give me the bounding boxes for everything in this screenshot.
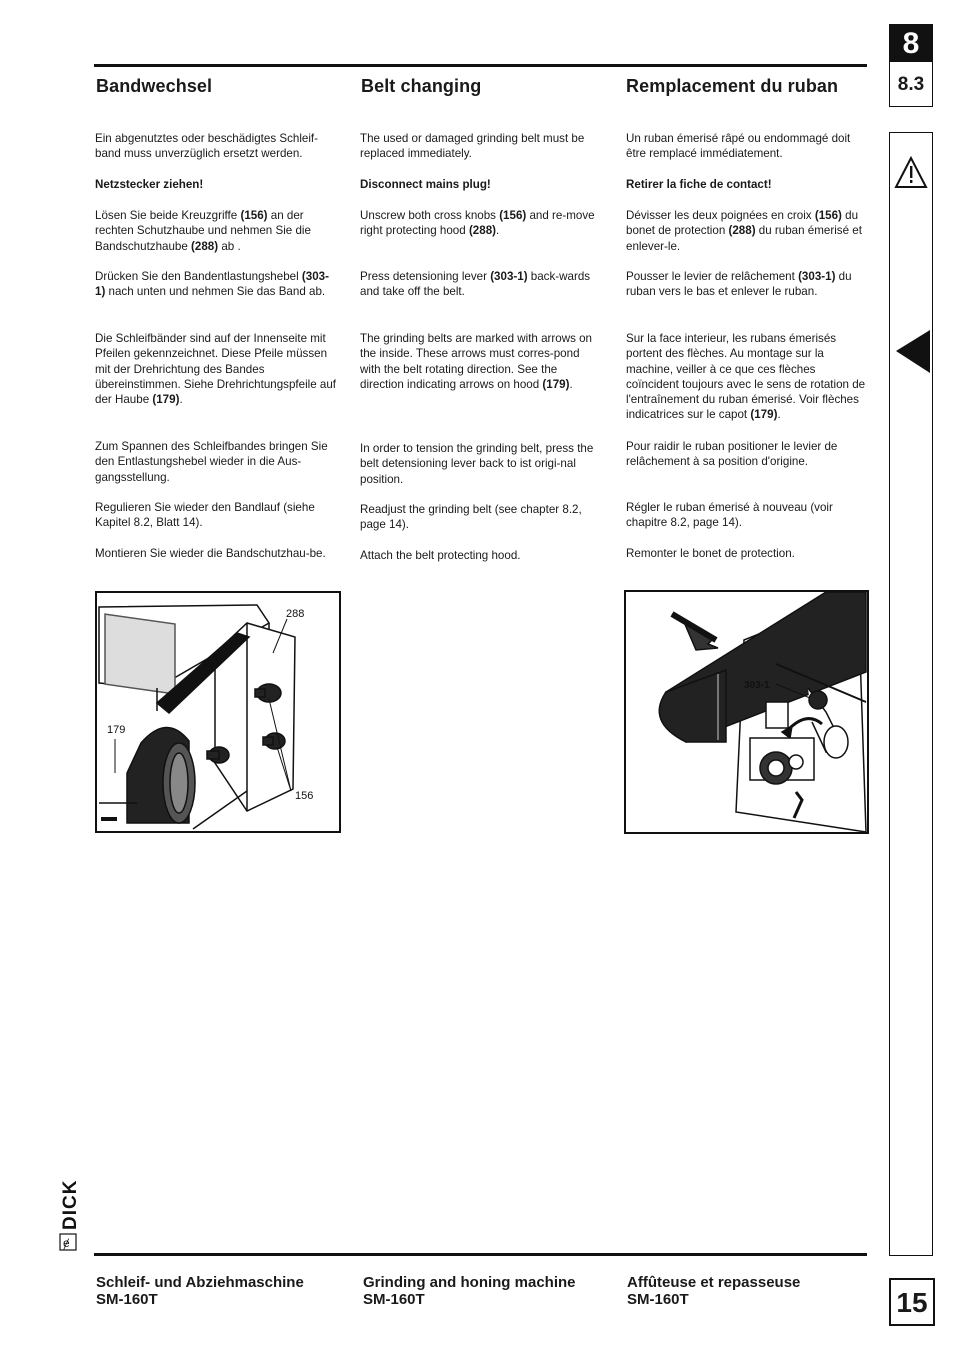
warning-text-de: Netzstecker ziehen! (95, 178, 204, 191)
para-lever-de: Drücken Sie den Bandentlastungshebel (303-1) nach unten und nehmen Sie das Band ab. (95, 270, 329, 299)
side-margin-frame (889, 132, 933, 1256)
para-tension-fr: Pour raidir le ruban positioner le levier de relâchement à sa position d'origine. (626, 440, 838, 469)
heading-fr: Remplacement du ruban (626, 76, 839, 96)
para-remove-hood-de: Lösen Sie beide Kreuzgriffe (156) an der rechten Schutzhaube und nehmen Sie die Bandschutzhaube (288) ab . (95, 209, 311, 253)
footer-en-line1: Grinding and honing machine (363, 1274, 576, 1291)
logo-text: DICK (60, 1179, 80, 1230)
footer-de-line1: Schleif- und Abziehmaschine (96, 1274, 304, 1291)
chapter-tab: 8 (889, 24, 933, 62)
warning-text-en: Disconnect mains plug! (360, 178, 491, 191)
bottom-rule (94, 1253, 867, 1256)
lever-illustration (626, 592, 867, 832)
para-remove-hood-fr: Dévisser les deux poignées en croix (156) du bonet de protection (288) du ruban émerisé et enlever-le. (626, 209, 862, 253)
figure-detensioning-lever (624, 590, 869, 834)
para-arrows-en: The grinding belts are marked with arrows on the inside. These arrows must corres-pond with the belt rotating direction. See the direction indicating arrows on hood (179). (360, 332, 592, 391)
para-intro-fr: Un ruban émerisé râpé ou endommagé doit être remplacé immédiatement. (626, 132, 851, 161)
para-attach-fr: Remonter le bonet de protection. (626, 547, 795, 560)
figure-hood-removal (95, 591, 341, 833)
callout-156: 156 (295, 790, 314, 802)
warning-text-fr: Retirer la fiche de contact! (626, 178, 772, 191)
para-lever-en: Press detensioning lever (303-1) back-wards and take off the belt. (360, 270, 591, 299)
pointer-arrow-icon (896, 330, 930, 373)
footer-en-line2: SM-160T (363, 1291, 425, 1308)
footer-de-line2: SM-160T (96, 1291, 158, 1308)
top-rule (94, 64, 867, 67)
heading-de: Bandwechsel (96, 76, 213, 96)
para-intro: Ein abgenutztes oder beschädigtes Schleif-band muss unverzüglich ersetzt werden. (95, 132, 318, 161)
heading-en: Belt changing (361, 76, 482, 96)
footer-de (96, 1274, 304, 1308)
para-attach-de: Montieren Sie wieder die Bandschutzhau-be. (95, 547, 326, 560)
page-number: 15 (889, 1278, 935, 1326)
section-tab: 8.3 (889, 62, 933, 107)
para-arrows-fr: Sur la face interieur, les rubans émerisés portent des flèches. Au montage sur la machine, veiller à ce que ces flèches coïncident toujours avec le sens de rotation de l'entraînement du ruban émerisé. Voir flèches indicatrices sur le capot (179). (626, 332, 866, 422)
callout-288: 288 (286, 608, 305, 620)
footer-fr-line1: Affûteuse et repasseuse (627, 1274, 801, 1291)
footer-en (363, 1274, 576, 1308)
para-intro-en: The used or damaged grinding belt must be replaced immediately. (360, 132, 585, 161)
para-arrows-de: Die Schleifbänder sind auf der Innenseite mit Pfeilen gekennzeichnet. Diese Pfeile müssen mit der Drehrichtung des Bandes übereinstimmen. Siehe Drehrichtungspfeile auf der Haube (179). (95, 332, 337, 407)
footer-fr (627, 1274, 800, 1308)
side-icons (890, 133, 932, 393)
warning-triangle-icon (896, 158, 926, 187)
callout-303-1: 303-1 (744, 680, 770, 691)
brand-logo-mark (58, 1168, 80, 1254)
para-readjust-fr: Régler le ruban émerisé à nouveau (voir chapitre 8.2, page 14). (626, 501, 833, 530)
footer-fr-line2: SM-160T (627, 1291, 689, 1308)
hood-illustration (97, 593, 339, 831)
column-de (95, 131, 337, 162)
svg-text:ɇ: ɇ (63, 1236, 70, 1250)
para-readjust-de: Regulieren Sie wieder den Bandlauf (siehe Kapitel 8.2, Blatt 14). (95, 501, 315, 530)
para-tension-de: Zum Spannen des Schleifbandes bringen Sie den Entlastungshebel wieder in die Aus-gangsstellung. (95, 440, 328, 484)
para-tension-en: In order to tension the grinding belt, press the belt detensioning lever back to ist origi-nal position. (360, 442, 594, 486)
para-readjust-en: Readjust the grinding belt (see chapter 8.2, page 14). (360, 503, 582, 532)
para-attach-en: Attach the belt protecting hood. (360, 549, 521, 562)
para-lever-fr: Pousser le levier de relâchement (303-1) du ruban vers le bas et enlever le ruban. (626, 270, 852, 299)
callout-179: 179 (107, 724, 126, 736)
para-remove-hood-en: Unscrew both cross knobs (156) and re-move right protecting hood (288). (360, 209, 595, 238)
dick-logo (58, 1168, 80, 1254)
